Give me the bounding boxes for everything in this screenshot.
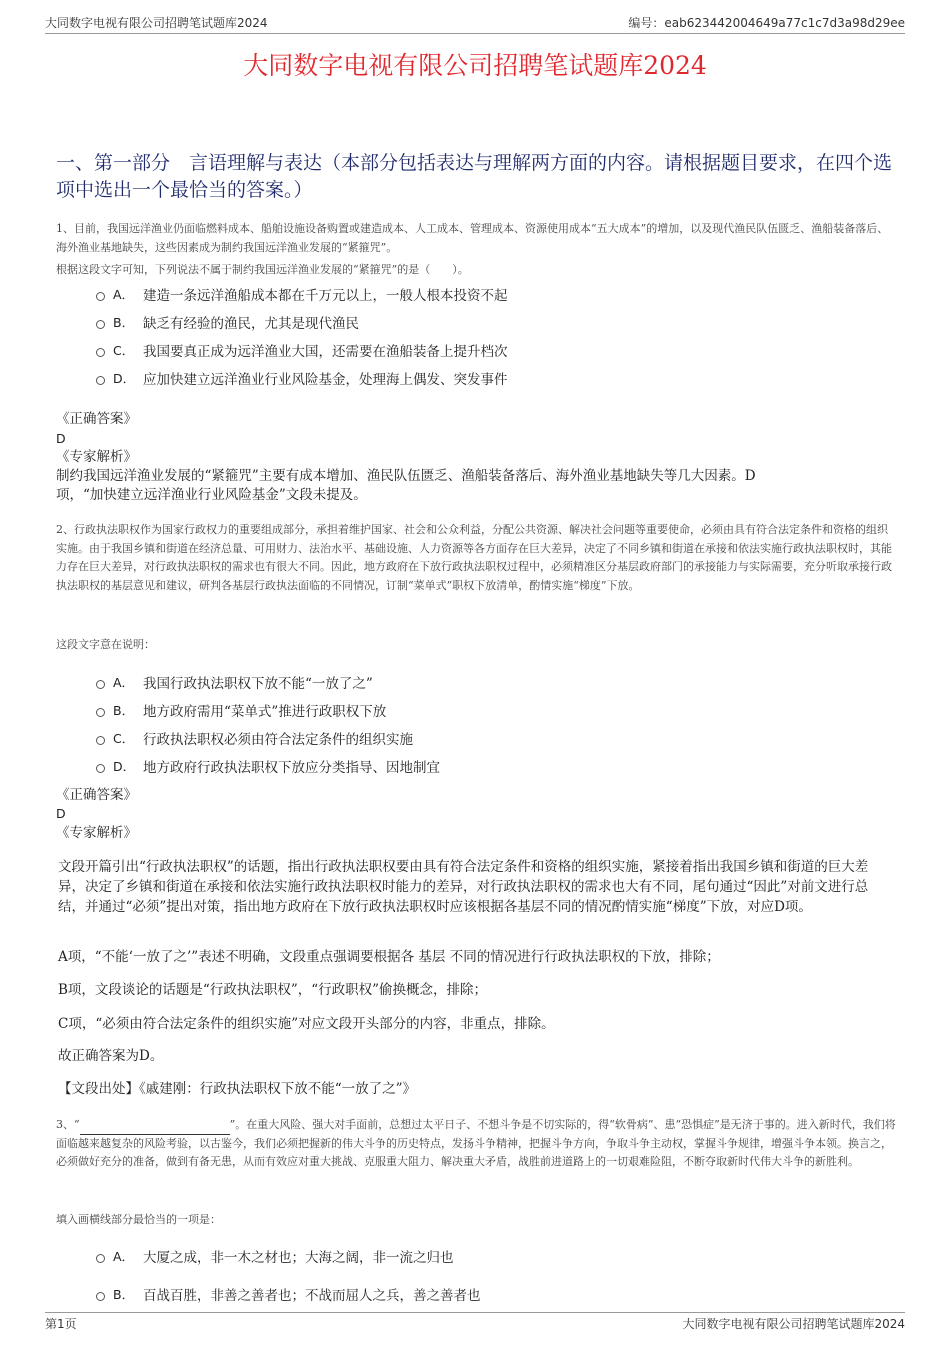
- q2-analysis-main: 文段开篇引出“行政执法职权”的话题，指出行政执法职权要由具有符合法定条件和资格的组织实施，紧接着指出我国乡镇和街道的巨大差异，决定了乡镇和街道在承接和依法实施行政执法职权时能力的差异，对行政执法职权的需求也大有不同，尾句通过“因此”对前文进行总结，并通过“必须”提出对策，指出地方政府在下放行政执法职权时应该根据各基层不同的情况酌情实施“梯度”下放，对应D项。: [58, 859, 869, 915]
- q2-conclusion: 故正确答案为D。: [58, 1048, 164, 1064]
- q3-option-b[interactable]: B． 百战百胜，非善之善者也；不战而屈人之兵，善之善者也: [96, 1284, 481, 1304]
- fill-blank: [80, 1122, 230, 1135]
- q1-option-d[interactable]: D． 应加快建立远洋渔业行业风险基金，处理海上偶发、突发事件: [96, 368, 508, 388]
- footer-divider: [45, 1312, 905, 1313]
- option-text: 地方政府需用“菜单式”推进行政职权下放: [143, 704, 387, 720]
- radio-icon[interactable]: [96, 736, 105, 745]
- option-text: 缺乏有经验的渔民，尤其是现代渔民: [143, 316, 359, 332]
- q2-analysis-a: A项，“不能‘一放了之’”表述不明确，文段重点强调要根据各 基层 不同的情况进行行政执法职权的下放，排除；: [58, 949, 720, 965]
- option-text: 应加快建立远洋渔业行业风险基金，处理海上偶发、突发事件: [143, 372, 508, 388]
- q2-option-b[interactable]: B． 地方政府需用“菜单式”推进行政职权下放: [96, 700, 386, 720]
- option-text: 我国要真正成为远洋渔业大国，还需要在渔船装备上提升档次: [143, 344, 508, 360]
- q2-option-a[interactable]: A． 我国行政执法职权下放不能“一放了之”: [96, 672, 373, 692]
- option-text: 我国行政执法职权下放不能“一放了之”: [143, 676, 373, 692]
- header-divider: [45, 33, 905, 34]
- q1-option-b[interactable]: B． 缺乏有经验的渔民，尤其是现代渔民: [96, 312, 359, 332]
- header-doc-number: 编号：eab623442004649a77c1c7d3a98d29ee: [628, 16, 905, 30]
- q2-source: [58, 1079, 894, 1099]
- q1-stem: 1、目前，我国远洋渔业仍面临燃料成本、船舶设施设备购置或建造成本、人工成本、管理成本、资源使用成本“五大成本”的增加，以及现代渔民队伍匮乏、渔船装备落后、海外渔业基地缺失，这些因素成为制约我国远洋渔业发展的“紧箍咒”。: [56, 222, 889, 254]
- radio-icon[interactable]: [96, 292, 105, 301]
- q1-analysis-line2: 项，“加快建立远洋渔业行业风险基金”文段未提及。: [56, 487, 367, 503]
- header-left: 大同数字电视有限公司招聘笔试题库2024: [45, 16, 268, 30]
- q2-answer-label: 《正确答案》: [56, 787, 137, 803]
- q3-option-a[interactable]: A． 大厦之成，非一木之材也；大海之阔，非一流之归也: [96, 1246, 454, 1266]
- q2-analysis-b: B项，文段谈论的话题是“行政执法职权”，“行政职权”偷换概念，排除；: [58, 982, 488, 998]
- option-text: 行政执法职权必须由符合法定条件的组织实施: [143, 732, 413, 748]
- q2-option-c[interactable]: C． 行政执法职权必须由符合法定条件的组织实施: [96, 728, 413, 748]
- page-number: 第1页: [45, 1317, 77, 1331]
- q1-analysis-label: 《专家解析》: [56, 449, 137, 465]
- radio-icon[interactable]: [96, 320, 105, 329]
- radio-icon[interactable]: [96, 764, 105, 773]
- q1-question: 根据这段文字可知，下列说法不属于制约我国远洋渔业发展的“紧箍咒”的是（ ）。: [56, 263, 469, 276]
- q1-answer-label: 《正确答案》: [56, 411, 137, 427]
- radio-icon[interactable]: [96, 680, 105, 689]
- q1-analysis-line1: 制约我国远洋渔业发展的“紧箍咒”主要有成本增加、渔民队伍匮乏、渔船装备落后、海外渔业基地缺失等几大因素。D: [56, 468, 756, 484]
- source-label: 【文段出处】: [58, 1081, 139, 1097]
- radio-icon[interactable]: [96, 376, 105, 385]
- document-title: 大同数字电视有限公司招聘笔试题库2024: [243, 51, 707, 80]
- q3-question: 填入画横线部分最恰当的一项是：: [56, 1213, 221, 1226]
- option-text: 百战百胜，非善之善者也；不战而屈人之兵，善之善者也: [143, 1288, 481, 1304]
- q2-option-d[interactable]: D． 地方政府行政执法职权下放应分类指导、因地制宜: [96, 756, 440, 776]
- radio-icon[interactable]: [96, 1254, 105, 1263]
- q2-analysis-c: C项，“必须由符合法定条件的组织实施”对应文段开头部分的内容，非重点，排除。: [58, 1016, 555, 1032]
- radio-icon[interactable]: [96, 348, 105, 357]
- option-text: 建造一条远洋渔船成本都在千万元以上，一般人根本投资不起: [143, 288, 508, 304]
- q2-question: 这段文字意在说明：: [56, 638, 155, 651]
- radio-icon[interactable]: [96, 1292, 105, 1301]
- q2-analysis-label: 《专家解析》: [56, 825, 137, 841]
- q1-option-a[interactable]: A． 建造一条远洋渔船成本都在千万元以上，一般人根本投资不起: [96, 284, 508, 304]
- section-heading: 一、第一部分 言语理解与表达（本部分包括表达与理解两方面的内容。请根据题目要求，在四个选项中选出一个最恰当的答案。）: [56, 152, 893, 201]
- option-text: 地方政府行政执法职权下放应分类指导、因地制宜: [143, 760, 440, 776]
- footer-right: 大同数字电视有限公司招聘笔试题库2024: [682, 1317, 905, 1331]
- q1-option-c[interactable]: C． 我国要真正成为远洋渔业大国，还需要在渔船装备上提升档次: [96, 340, 508, 360]
- q3-stem-text: ”。在重大风险、强大对手面前，总想过太平日子、不想斗争是不切实际的，得“软骨病”、患“恐惧症”是无济于事的。进入新时代，我们将面临越来越复杂的风险考验，以古鉴今，我们必须把握新的伟大斗争的历史特点，发扬斗争精神，把握斗争方向，争取斗争主动权，掌握斗争规律，增强斗争本领。换言之，必须做好充分的准备，做到有备无患，从而有效应对重大挑战、克服重大阻力、解决重大矛盾，战胜前进道路上的一切艰难险阻，不断夺取新时代伟大斗争的新胜利。: [56, 1118, 896, 1168]
- q2-answer: D: [56, 806, 66, 821]
- option-text: 大厦之成，非一木之材也；大海之阔，非一流之归也: [143, 1250, 454, 1266]
- source-text: 《戚建刚：行政执法职权下放不能“一放了之”》: [139, 1081, 417, 1097]
- q1-answer: D: [56, 431, 66, 446]
- q3-stem: [56, 1116, 896, 1172]
- q2-stem: 2、行政执法职权作为国家行政权力的重要组成部分，承担着维护国家、社会和公众利益，分配公共资源、解决社会问题等重要使命，必须由具有符合法定条件和资格的组织实施。由于我国乡镇和街道在经济总量、可用财力、法治水平、基础设施、人力资源等各方面存在巨大差异，决定了不同乡镇和街道在承接和依法实施行政执法职权时，其能力存在巨大差异，对行政执法职权的需求也有很大不同。因此，地方政府在下放行政执法职权过程中，必须精准区分基层政府部门的承接能力与实际需要，充分听取承接行政执法职权的基层意见和建议，研判各基层行政执法面临的不同情况，订制“菜单式”职权下放清单，酌情实施“梯度”下放。: [56, 523, 892, 592]
- radio-icon[interactable]: [96, 708, 105, 717]
- q3-stem-prefix: 3、“: [56, 1118, 80, 1131]
